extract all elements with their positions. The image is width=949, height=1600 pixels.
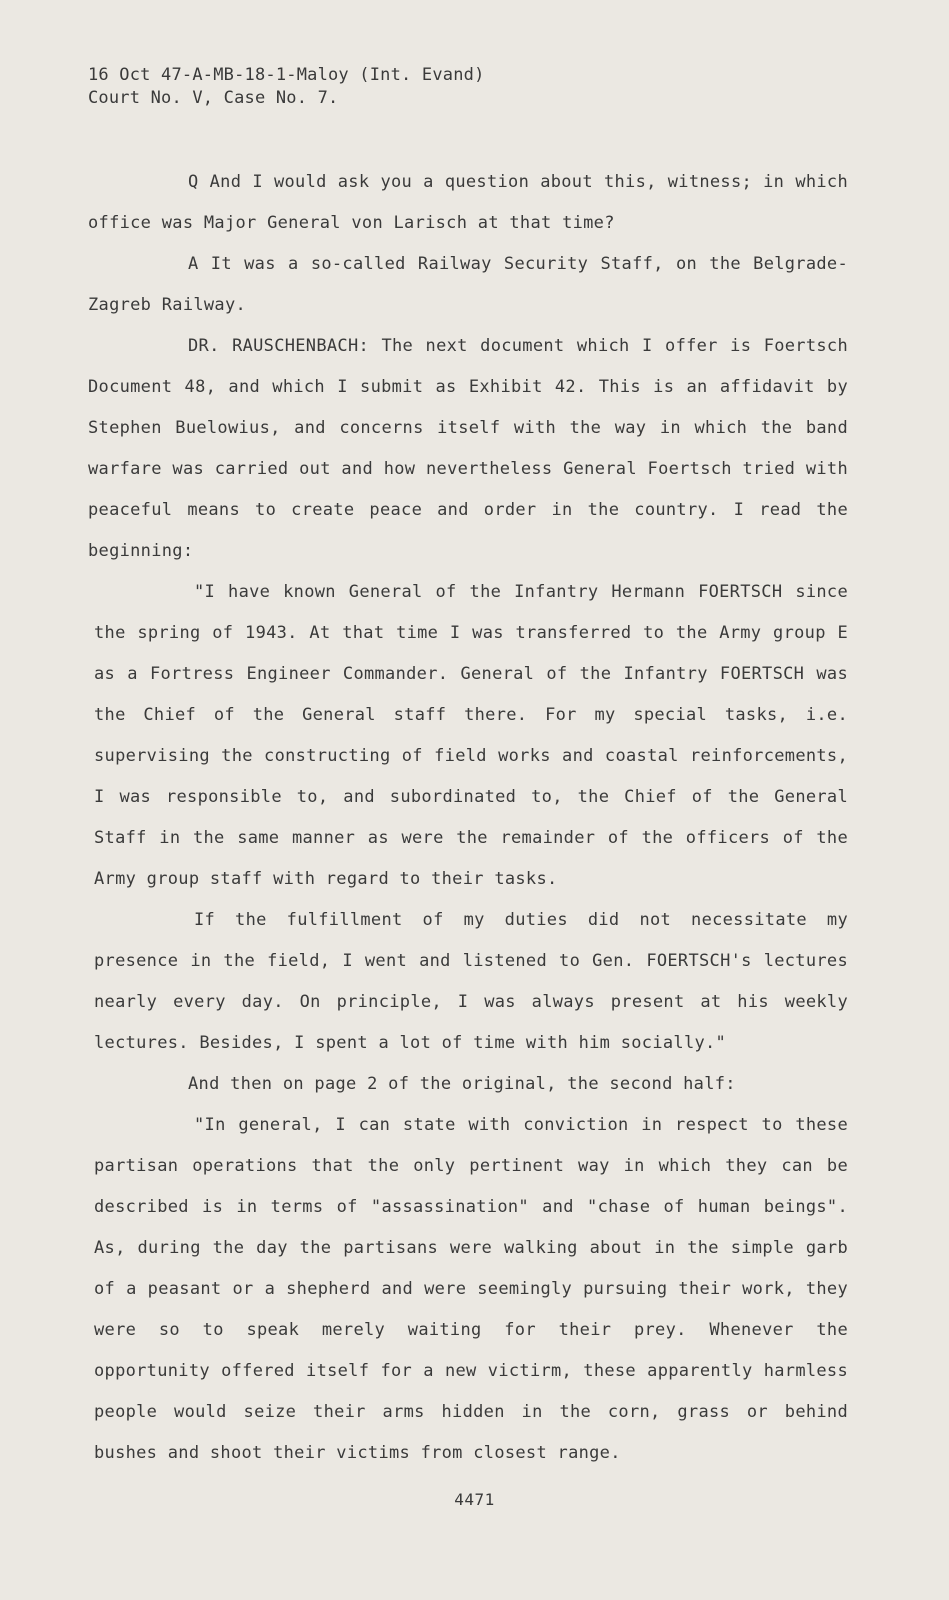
header-session-line: 16 Oct 47-A-MB-18-1-Maloy (Int. Evand) xyxy=(88,65,485,85)
affidavit-quote-paragraph-2: If the fulfillment of my duties did not necessitate my presence in the field, I went and listened to Gen. FOERTSCH's lectures nearly every day. On principle, I was always present at his weekly lectures. Besides, I spent a lot of time with him socially." xyxy=(94,910,848,1053)
header-case-line: Court No. V, Case No. 7. xyxy=(88,88,339,108)
question-paragraph: Q And I would ask you a question about this, witness; in which office was Major General von Larisch at that time? xyxy=(88,172,848,233)
document-header xyxy=(88,64,485,110)
counsel-transition-paragraph: And then on page 2 of the original, the second half: xyxy=(188,1074,736,1094)
counsel-statement-paragraph: DR. RAUSCHENBACH: The next document which I offer is Foertsch Document 48, and which I submit as Exhibit 42. This is an affidavit by Stephen Buelowius, and concerns itself with the way in which the band warfare was carried out and how nevertheless General Foertsch tried with peaceful means to create peace and order in the country. I read the beginning: xyxy=(88,336,848,561)
affidavit-quote-paragraph-1: "I have known General of the Infantry Hermann FOERTSCH since the spring of 1943. At that time I was transferred to the Army group E as a Fortress Engineer Commander. General of the Infantry FOERTSCH was the Chief of the General staff there. For my special tasks, i.e. supervising the constructing of field works and coastal reinforcements, I was responsible to, and subordinated to, the Chief of the General Staff in the same manner as were the remainder of the officers of the Army group staff with regard to their tasks. xyxy=(94,582,848,889)
affidavit-quote-paragraph-3: "In general, I can state with conviction in respect to these partisan operations that the only pertinent way in which they can be described is in terms of "assassination" and "chase of human beings". As, during the day the partisans were walking about in the simple garb of a peasant or a shepherd and were seemingly pursuing their work, they were so to speak merely waiting for their prey. Whenever the opportunity offered itself for a new victirm, these apparently harmless people would seize their arms hidden in the corn, grass or behind bushes and shoot their victims from closest range. xyxy=(94,1115,848,1463)
transcript-body xyxy=(88,162,848,1474)
answer-paragraph: A It was a so-called Railway Security Staff, on the Belgrade-Zagreb Railway. xyxy=(88,254,848,315)
page-number: 4471 xyxy=(454,1490,495,1509)
